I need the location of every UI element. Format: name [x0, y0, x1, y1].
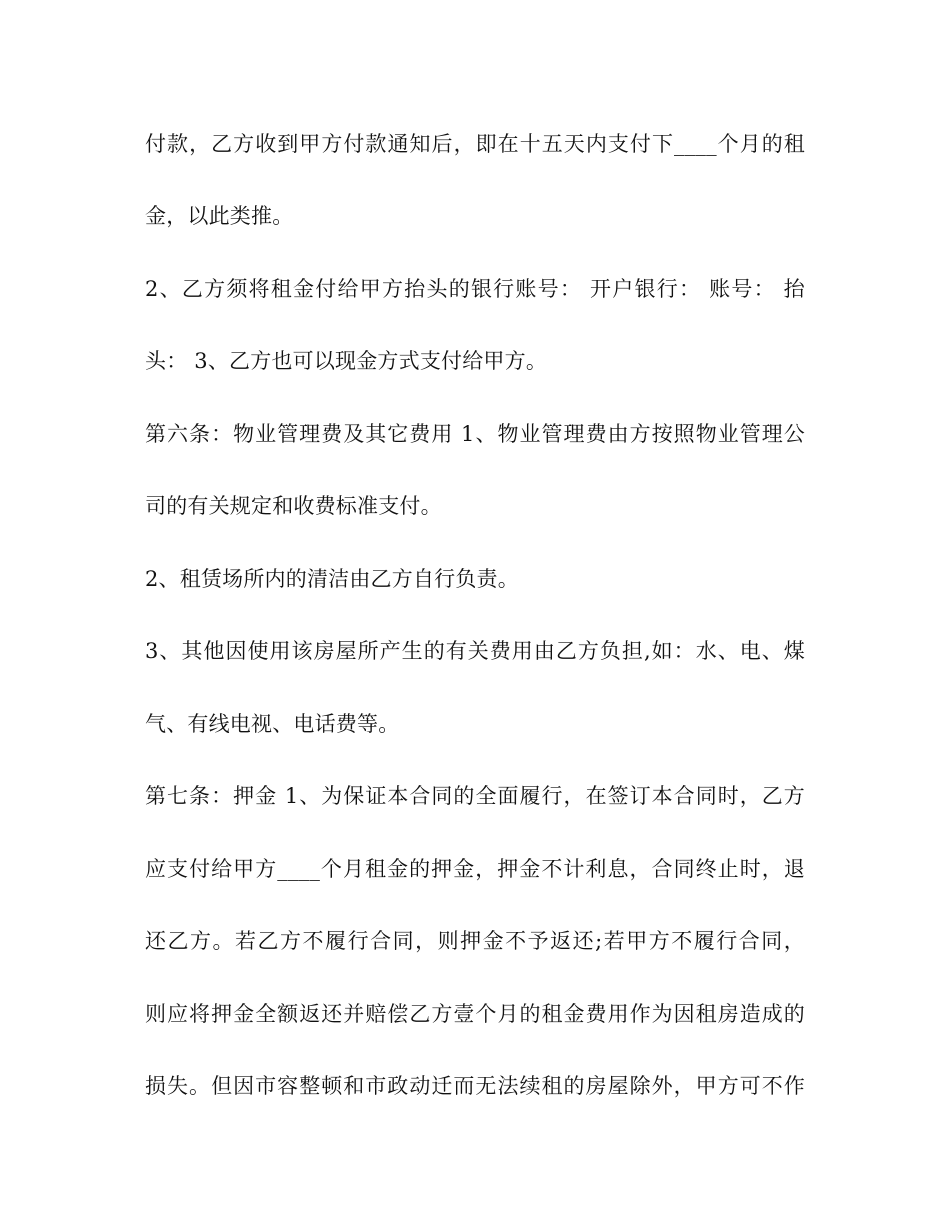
text-line: 应支付给甲方____个月租金的押金，押金不计利息，合同终止时，退: [145, 857, 805, 881]
text-line: 则应将押金全额返还并赔偿乙方壹个月的租金费用作为因租房造成的: [145, 1002, 805, 1026]
text-line: 金，以此类推。: [145, 204, 294, 228]
text-line: 司的有关规定和收费标准支付。: [145, 494, 442, 518]
text-line: 损失。但因市容整顿和市政动迁而无法续租的房屋除外，甲方可不作: [145, 1074, 805, 1098]
text-line: 还乙方。若乙方不履行合同，则押金不予返还;若甲方不履行合同，: [145, 929, 805, 953]
text-line: 气、有线电视、电话费等。: [145, 712, 400, 736]
text-line: 第六条：物业管理费及其它费用 1、物业管理费由方按照物业管理公: [145, 422, 805, 446]
text-line: 付款，乙方收到甲方付款通知后，即在十五天内支付下____个月的租: [145, 132, 805, 156]
text-line: 2、乙方须将租金付给甲方抬头的银行账号： 开户银行： 账号： 抬: [145, 277, 805, 301]
text-line: 第七条：押金 1、为保证本合同的全面履行，在签订本合同时，乙方: [145, 784, 805, 808]
text-line: 头： 3、乙方也可以现金方式支付给甲方。: [145, 349, 548, 373]
text-line: 2、租赁场所内的清洁由乙方自行负责。: [145, 567, 519, 591]
text-line: 3、其他因使用该房屋所产生的有关费用由乙方负担,如：水、电、煤: [145, 639, 805, 663]
